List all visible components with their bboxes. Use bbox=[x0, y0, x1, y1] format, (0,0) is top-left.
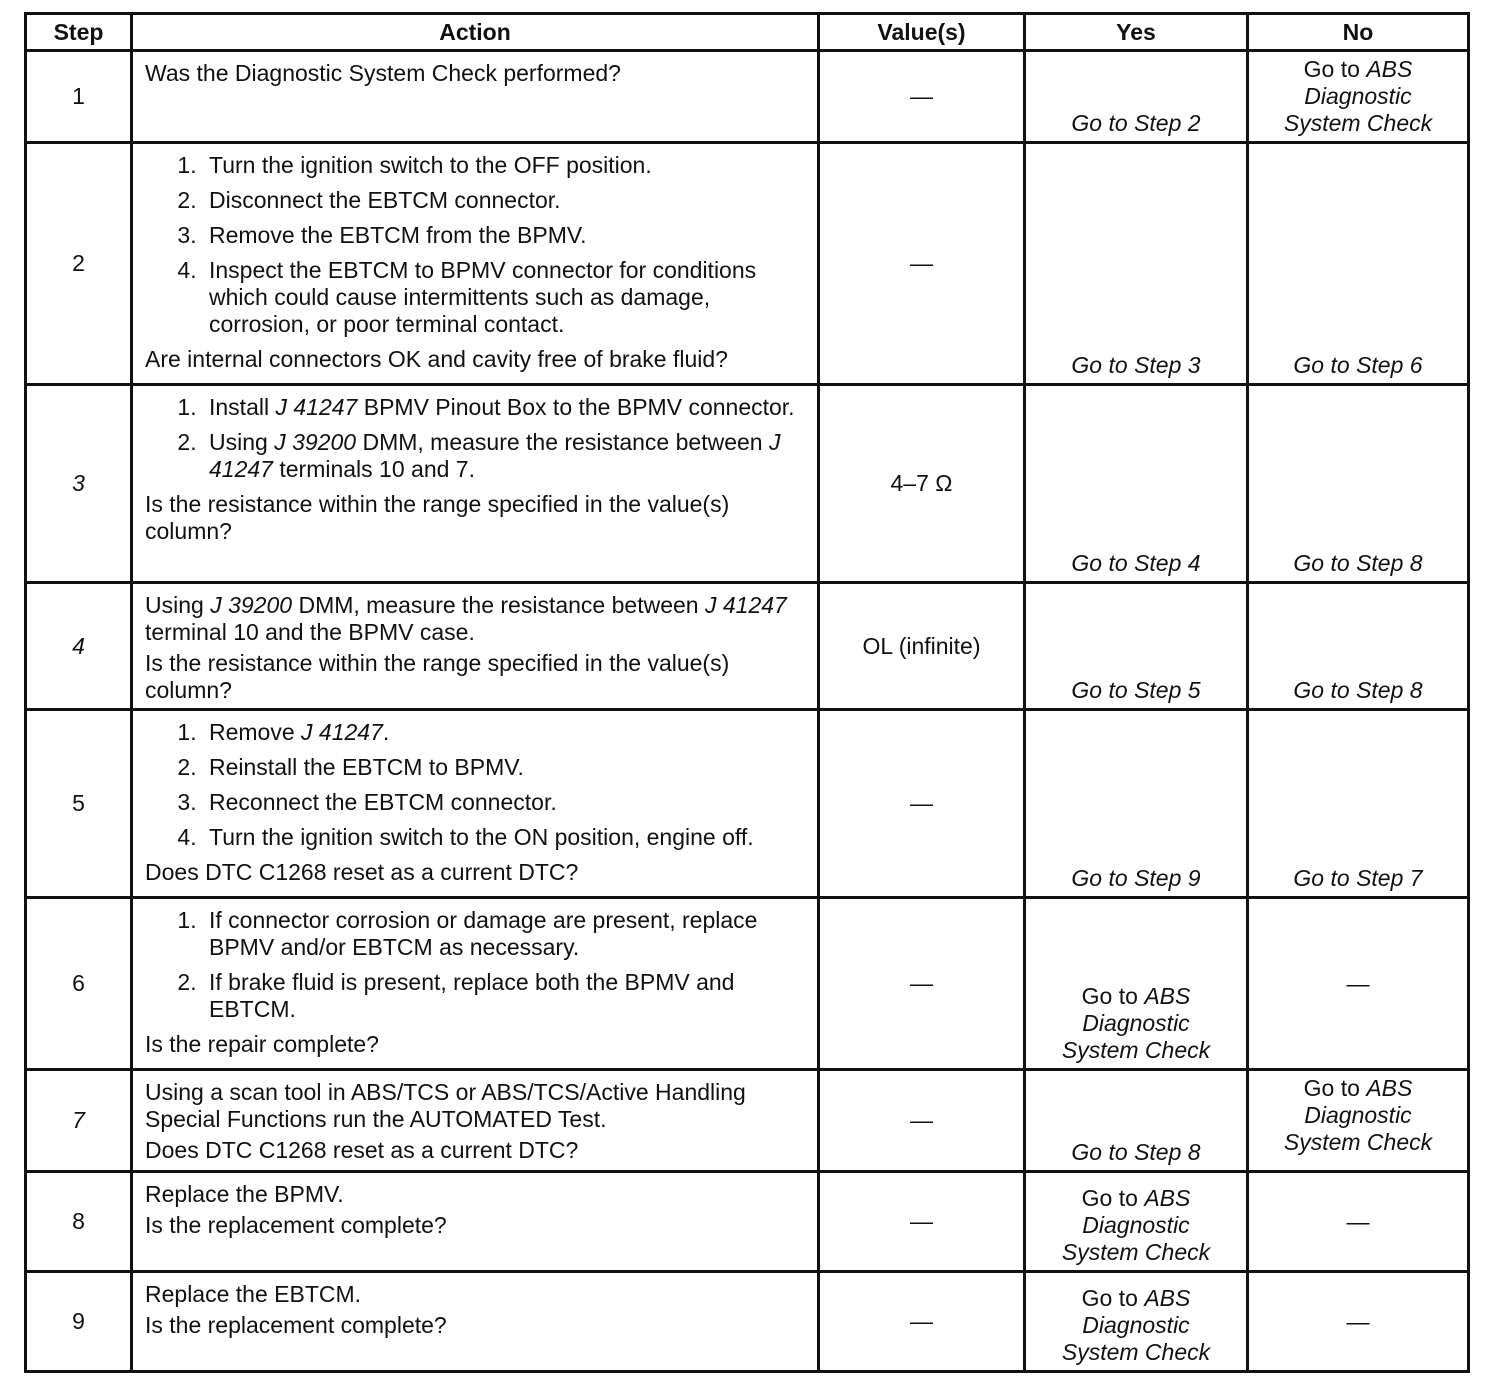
action-cell bbox=[132, 710, 819, 898]
value-cell: — bbox=[819, 1172, 1025, 1272]
question-text: Was the Diagnostic System Check performed? bbox=[145, 60, 621, 86]
table-row bbox=[26, 385, 1469, 583]
no-goto: Go to Step 7 bbox=[1293, 865, 1423, 891]
list-item: 2. Using J 39200 DMM, measure the resistance between J 41247 terminals 10 and 7. bbox=[203, 429, 807, 483]
yes-cell bbox=[1025, 898, 1248, 1070]
yes-cell bbox=[1025, 143, 1248, 385]
yes-goto: Go to Step 3 bbox=[1071, 352, 1201, 378]
list-item: 1. Install J 41247 BPMV Pinout Box to the BPMV connector. bbox=[203, 394, 807, 421]
question-text: Is the replacement complete? bbox=[145, 1212, 447, 1238]
action-text: Replace the EBTCM. bbox=[145, 1281, 362, 1307]
diagnostic-table bbox=[24, 12, 1470, 1373]
header-action: Action bbox=[132, 14, 819, 51]
step-number: 8 bbox=[26, 1172, 132, 1272]
no-goto: Go to Step 6 bbox=[1293, 352, 1423, 378]
step-number: 9 bbox=[26, 1272, 132, 1372]
no-cell bbox=[1248, 51, 1469, 143]
step-number: 5 bbox=[26, 710, 132, 898]
header-value: Value(s) bbox=[819, 14, 1025, 51]
value-cell: — bbox=[819, 898, 1025, 1070]
value-cell: — bbox=[819, 51, 1025, 143]
question-text: Does DTC C1268 reset as a current DTC? bbox=[145, 1137, 579, 1163]
list-item: 4. Inspect the EBTCM to BPMV connector for conditions which could cause intermittents such as damage, corrosion, or poor terminal contact. bbox=[203, 257, 807, 338]
step-number: 2 bbox=[26, 143, 132, 385]
list-item: 3. Remove the EBTCM from the BPMV. bbox=[203, 222, 807, 249]
header-no: No bbox=[1248, 14, 1469, 51]
header-row bbox=[26, 14, 1469, 51]
action-cell bbox=[132, 898, 819, 1070]
table-row bbox=[26, 1172, 1469, 1272]
no-goto: Go to Step 8 bbox=[1293, 677, 1423, 703]
yes-goto: Go to ABS Diagnostic System Check bbox=[1061, 1285, 1211, 1365]
yes-goto: Go to Step 4 bbox=[1071, 550, 1201, 576]
no-goto: Go to ABS Diagnostic System Check bbox=[1283, 1075, 1433, 1155]
yes-cell bbox=[1025, 1070, 1248, 1172]
list-item: 2. Reinstall the EBTCM to BPMV. bbox=[203, 754, 807, 781]
yes-cell bbox=[1025, 1272, 1248, 1372]
no-cell bbox=[1248, 898, 1469, 1070]
step-number: 1 bbox=[26, 51, 132, 143]
no-goto: — bbox=[1346, 970, 1370, 996]
table-row bbox=[26, 1070, 1469, 1172]
yes-goto: Go to Step 5 bbox=[1071, 677, 1201, 703]
yes-cell bbox=[1025, 710, 1248, 898]
action-cell bbox=[132, 1272, 819, 1372]
yes-goto: Go to Step 2 bbox=[1071, 110, 1201, 136]
yes-goto: Go to Step 9 bbox=[1071, 865, 1201, 891]
step-number: 7 bbox=[26, 1070, 132, 1172]
value-cell: — bbox=[819, 1070, 1025, 1172]
yes-cell bbox=[1025, 583, 1248, 710]
list-item: 2. Disconnect the EBTCM connector. bbox=[203, 187, 807, 214]
table-row bbox=[26, 583, 1469, 710]
list-item: 2. If brake fluid is present, replace both the BPMV and EBTCM. bbox=[203, 969, 807, 1023]
step-number: 3 bbox=[26, 385, 132, 583]
action-cell bbox=[132, 143, 819, 385]
question-text: Is the replacement complete? bbox=[145, 1312, 447, 1338]
question-text: Are internal connectors OK and cavity free of brake fluid? bbox=[145, 346, 728, 372]
list-item: 4. Turn the ignition switch to the ON position, engine off. bbox=[203, 824, 807, 851]
no-goto: — bbox=[1346, 1208, 1370, 1234]
question-text: Is the resistance within the range specified in the value(s) column? bbox=[145, 491, 730, 544]
action-list bbox=[145, 394, 807, 483]
table-row bbox=[26, 1272, 1469, 1372]
action-text: Using J 39200 DMM, measure the resistance between J 41247 terminal 10 and the BPMV case. bbox=[145, 592, 787, 645]
action-cell bbox=[132, 1172, 819, 1272]
step-number: 6 bbox=[26, 898, 132, 1070]
no-goto: — bbox=[1346, 1308, 1370, 1334]
action-cell bbox=[132, 583, 819, 710]
yes-goto: Go to ABS Diagnostic System Check bbox=[1061, 983, 1211, 1063]
table-row bbox=[26, 898, 1469, 1070]
yes-goto: Go to ABS Diagnostic System Check bbox=[1061, 1185, 1211, 1265]
action-text: Replace the BPMV. bbox=[145, 1181, 344, 1207]
question-text: Is the repair complete? bbox=[145, 1031, 379, 1057]
action-text: Using a scan tool in ABS/TCS or ABS/TCS/Active Handling Special Functions run the AUTOMATED Test. bbox=[145, 1079, 746, 1132]
yes-cell bbox=[1025, 51, 1248, 143]
action-list bbox=[145, 907, 807, 1023]
value-cell: 4–7 Ω bbox=[819, 385, 1025, 583]
action-cell bbox=[132, 1070, 819, 1172]
value-cell: OL (infinite) bbox=[819, 583, 1025, 710]
header-step: Step bbox=[26, 14, 132, 51]
no-goto: Go to Step 8 bbox=[1293, 550, 1423, 576]
action-cell bbox=[132, 51, 819, 143]
table-row bbox=[26, 710, 1469, 898]
yes-cell bbox=[1025, 1172, 1248, 1272]
value-cell: — bbox=[819, 710, 1025, 898]
no-cell bbox=[1248, 143, 1469, 385]
no-goto: Go to ABS Diagnostic System Check bbox=[1283, 56, 1433, 136]
no-cell bbox=[1248, 583, 1469, 710]
no-cell bbox=[1248, 385, 1469, 583]
no-cell bbox=[1248, 710, 1469, 898]
no-cell bbox=[1248, 1172, 1469, 1272]
action-list bbox=[145, 719, 807, 851]
action-cell bbox=[132, 385, 819, 583]
list-item: 1. If connector corrosion or damage are present, replace BPMV and/or EBTCM as necessary. bbox=[203, 907, 807, 961]
header-yes: Yes bbox=[1025, 14, 1248, 51]
list-item: 1. Turn the ignition switch to the OFF position. bbox=[203, 152, 807, 179]
yes-goto: Go to Step 8 bbox=[1071, 1139, 1201, 1165]
no-cell bbox=[1248, 1272, 1469, 1372]
table-row bbox=[26, 143, 1469, 385]
list-item: 1. Remove J 41247. bbox=[203, 719, 807, 746]
list-item: 3. Reconnect the EBTCM connector. bbox=[203, 789, 807, 816]
value-cell: — bbox=[819, 143, 1025, 385]
value-cell: — bbox=[819, 1272, 1025, 1372]
question-text: Does DTC C1268 reset as a current DTC? bbox=[145, 859, 579, 885]
action-list bbox=[145, 152, 807, 338]
no-cell bbox=[1248, 1070, 1469, 1172]
yes-cell bbox=[1025, 385, 1248, 583]
step-number: 4 bbox=[26, 583, 132, 710]
question-text: Is the resistance within the range specified in the value(s) column? bbox=[145, 650, 730, 703]
table-row bbox=[26, 51, 1469, 143]
